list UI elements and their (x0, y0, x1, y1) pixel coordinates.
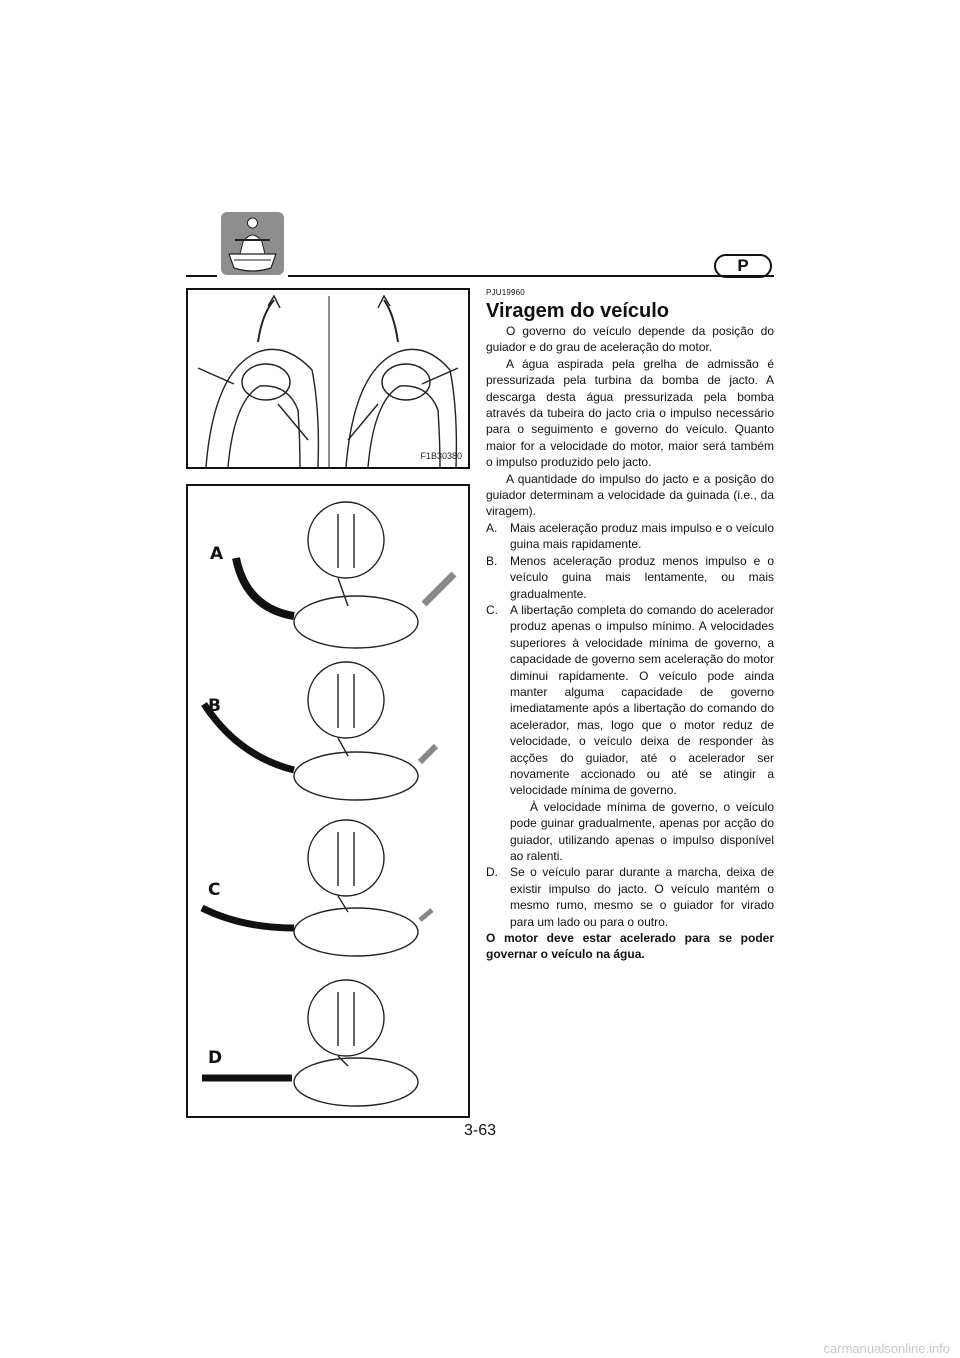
header-rule-right (288, 275, 774, 277)
page-number: 3-63 (463, 1122, 497, 1139)
section-title: Viragem do veículo (486, 300, 670, 322)
header-rule-left (186, 275, 217, 277)
language-badge: P (714, 254, 772, 278)
label-c: C (208, 880, 221, 900)
list-item (486, 520, 774, 553)
warning-text: O motor deve estar acelerado para se poder governar o veículo na água. (486, 931, 774, 962)
list-item (486, 864, 774, 930)
paragraph-2: A água aspirada pela grelha de admissão é pressurizada pela turbina da bomba de jacto. A descarga desta água pressurizada pela bomba através da tubeira do jacto cria o impulso necessário para o seguimento e governo do veículo. Quanto maior for a velocidade do motor, maior será também o impulso produzido pelo jacto. (486, 356, 774, 470)
list-item (486, 553, 774, 602)
list-item-key: A. (486, 520, 498, 535)
list-item (486, 602, 774, 799)
handlebar-figure (186, 288, 470, 469)
list-item-text: Mais aceleração produz mais impulso e o veículo guina mais rapidamente. (510, 520, 774, 552)
thrust-illustration (188, 486, 468, 1116)
list-item-continuation: À velocidade mínima de governo, o veículo pode guinar gradualmente, apenas por acção do guiador, utilizando apenas o impulso disponível ao ralenti. (510, 799, 774, 863)
section-body (486, 323, 774, 963)
thrust-steering-figure (186, 484, 470, 1118)
list-item-text: A libertação completa do comando do acelerador produz apenas o impulso mínimo. A velocidades superiores à velocidade mínima de governo, a capacidade de governo sem aceleração do motor diminui rapidamente. O veículo pode ainda manter alguma capacidade de governo imediatamente após a libertação do comando do acelerador, mas, logo que o motor reduz de velocidade, o veículo deixa de responder às acções do guiador, até o acelerador ser novamente accionado ou até se atingir a velocidade mínima de governo. (510, 602, 774, 798)
paragraph-3: A quantidade do impulso do jacto e a posição do guiador determinam a velocidade da guinada (i.e., da viragem). (486, 471, 774, 519)
list-item-key: D. (486, 865, 498, 880)
figure-code: F1B30380 (420, 451, 462, 461)
steering-list (486, 520, 774, 930)
list-item-key: B. (486, 553, 498, 568)
label-d: D (208, 1048, 223, 1068)
label-b: B (208, 696, 221, 716)
list-item-key: C. (486, 602, 498, 617)
label-a: A (210, 544, 224, 564)
section-code: PJU19960 (486, 288, 525, 297)
handlebar-illustration (188, 290, 468, 467)
watercraft-rider-icon (221, 212, 284, 275)
list-item-text: Menos aceleração produz menos impulso e o veículo guina mais lentamente, ou mais gradualmente. (510, 553, 774, 601)
list-item-text: Se o veículo parar durante a marcha, deixa de existir impulso do jacto. O veículo mantém o mesmo rumo, mesmo se o guiador for virado para um lado ou para o outro. (510, 865, 774, 929)
paragraph-1: O governo do veículo depende da posição do guiador e do grau de aceleração do motor. (486, 324, 774, 355)
watermark: carmanualsonline.info (823, 1341, 950, 1356)
